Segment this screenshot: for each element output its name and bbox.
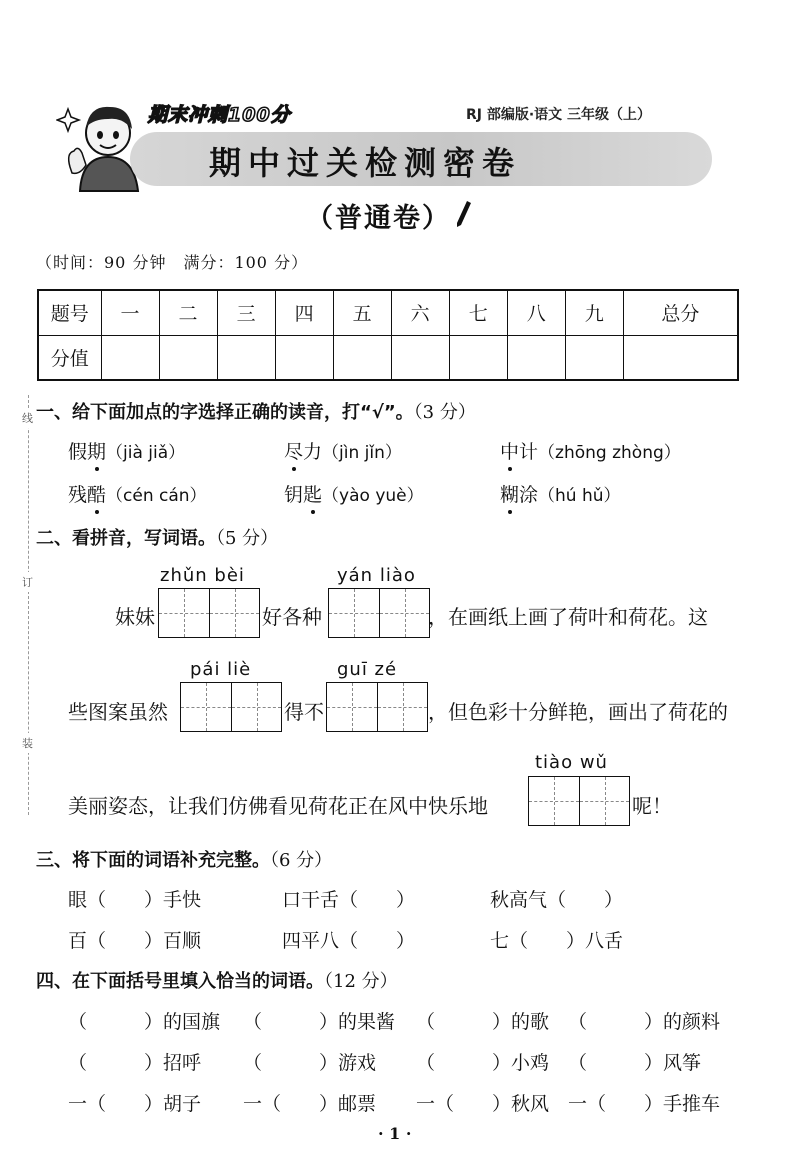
section-4-heading: 四、在下面括号里填入恰当的词语。（12 分） xyxy=(36,971,398,992)
score-input-cell[interactable] xyxy=(159,335,217,380)
table-cell: 六 xyxy=(391,290,449,335)
exam-title: 期中过关检测密卷 xyxy=(208,144,521,182)
passage-text: ，但色彩十分鲜艳，画出了荷花的 xyxy=(428,700,728,724)
writing-grid[interactable] xyxy=(328,588,430,638)
section-2-heading: 二、看拼音，写词语。（5 分） xyxy=(36,528,279,549)
word-blank[interactable]: 一（ ）胡子 xyxy=(68,1093,202,1115)
idiom-blank[interactable]: 秋高气（ ） xyxy=(490,889,624,911)
word-blank[interactable]: （ ）游戏 xyxy=(243,1052,377,1074)
table-cell: 总分 xyxy=(623,290,738,335)
score-input-cell[interactable] xyxy=(333,335,391,380)
passage-text: 些图案虽然 xyxy=(68,700,168,724)
word-blank[interactable]: （ ）招呼 xyxy=(68,1052,202,1074)
score-table xyxy=(37,289,739,381)
edition-info: RJ 部编版·语文 三年级（上） xyxy=(466,107,652,123)
score-input-cell[interactable] xyxy=(623,335,738,380)
reading-choice-item[interactable]: 钥匙（yào yuè） xyxy=(284,480,424,507)
score-input-cell[interactable] xyxy=(449,335,507,380)
writing-grid[interactable] xyxy=(180,682,282,732)
table-cell: 题号 xyxy=(38,290,101,335)
writing-grid[interactable] xyxy=(326,682,428,732)
table-cell: 七 xyxy=(449,290,507,335)
pinyin-label: zhǔn bèi xyxy=(160,565,245,586)
table-cell: 三 xyxy=(217,290,275,335)
score-input-cell[interactable] xyxy=(275,335,333,380)
reading-choice-item[interactable]: 残酷（cén cán） xyxy=(68,480,207,507)
idiom-blank[interactable]: 四平八（ ） xyxy=(282,930,416,952)
idiom-blank[interactable]: 眼（ ）手快 xyxy=(68,889,202,911)
reading-choice-item[interactable]: 假期（jià jiǎ） xyxy=(68,437,185,464)
passage-text: 得不 xyxy=(284,700,324,724)
score-input-cell[interactable] xyxy=(391,335,449,380)
table-cell: 四 xyxy=(275,290,333,335)
table-cell: 九 xyxy=(565,290,623,335)
word-blank[interactable]: 一（ ）手推车 xyxy=(568,1093,721,1115)
binding-mark: 线 xyxy=(22,408,33,428)
word-blank[interactable]: （ ）的果酱 xyxy=(243,1011,396,1033)
word-blank[interactable]: （ ）的颜料 xyxy=(568,1011,721,1033)
passage-text: 妹妹 xyxy=(115,605,155,629)
score-input-cell[interactable] xyxy=(507,335,565,380)
writing-grid[interactable] xyxy=(528,776,630,826)
pinyin-label: guī zé xyxy=(337,659,398,680)
idiom-blank[interactable]: 百（ ）百顺 xyxy=(68,930,202,952)
page-number: · 1 · xyxy=(378,1124,412,1143)
score-input-cell[interactable] xyxy=(101,335,159,380)
reading-choice-item[interactable]: 中计（zhōng zhòng） xyxy=(500,437,681,464)
pinyin-label: tiào wǔ xyxy=(535,752,608,773)
reading-choice-item[interactable]: 尽力（jìn jǐn） xyxy=(284,437,402,464)
score-input-cell[interactable] xyxy=(217,335,275,380)
exam-subtitle: （普通卷） xyxy=(306,203,451,234)
table-cell: 五 xyxy=(333,290,391,335)
passage-text: 好各种 xyxy=(262,605,322,629)
section-1-heading: 一、给下面加点的字选择正确的读音，打“√”。（3 分） xyxy=(36,402,476,423)
reading-choice-item[interactable]: 糊涂（hú hǔ） xyxy=(500,480,621,507)
passage-text: ，在画纸上画了荷叶和荷花。这 xyxy=(428,605,708,629)
table-cell: 分值 xyxy=(38,335,101,380)
pinyin-label: yán liào xyxy=(337,565,416,586)
passage-text: 呢！ xyxy=(632,794,672,818)
table-cell: 二 xyxy=(159,290,217,335)
passage-text: 美丽姿态，让我们仿佛看见荷花正在风中快乐地 xyxy=(68,794,488,818)
pinyin-label: pái liè xyxy=(190,659,252,680)
time-score-info: （时间：90 分钟 满分：100 分） xyxy=(36,253,309,272)
score-input-cell[interactable] xyxy=(565,335,623,380)
series-brand: 期末冲刺100分 xyxy=(148,104,291,126)
word-blank[interactable]: （ ）的歌 xyxy=(416,1011,550,1033)
idiom-blank[interactable]: 七（ ）八舌 xyxy=(490,930,624,952)
table-cell: 一 xyxy=(101,290,159,335)
word-blank[interactable]: 一（ ）邮票 xyxy=(243,1093,377,1115)
table-cell: 八 xyxy=(507,290,565,335)
writing-grid[interactable] xyxy=(158,588,260,638)
binding-mark: 订 xyxy=(22,572,33,592)
word-blank[interactable]: （ ）风筝 xyxy=(568,1052,702,1074)
binding-mark: 装 xyxy=(22,733,33,753)
word-blank[interactable]: （ ）的国旗 xyxy=(68,1011,221,1033)
section-3-heading: 三、将下面的词语补充完整。（6 分） xyxy=(36,850,333,871)
pen-icon xyxy=(454,200,472,230)
idiom-blank[interactable]: 口干舌（ ） xyxy=(282,889,416,911)
word-blank[interactable]: （ ）小鸡 xyxy=(416,1052,550,1074)
word-blank[interactable]: 一（ ）秋风 xyxy=(416,1093,550,1115)
